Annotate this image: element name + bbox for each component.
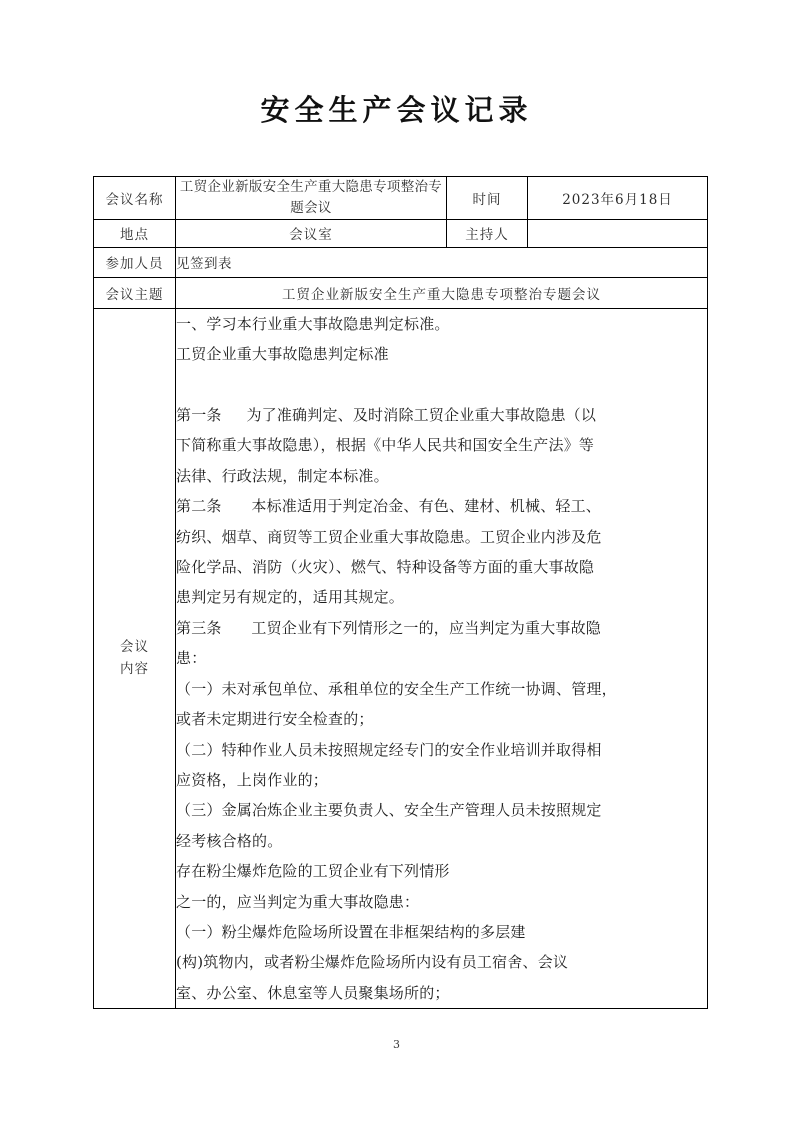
meeting-content-line: 工贸企业重大事故隐患判定标准 [176, 345, 389, 364]
meeting-content-line: 下简称重大事故隐患），根据《中华人民共和国安全生产法》等 [176, 436, 595, 455]
meeting-content-line [176, 370, 707, 400]
label-topic: 会议主题 [94, 277, 176, 308]
meeting-content-lines [176, 309, 707, 1008]
meeting-content-line: （一）未对承包单位、承租单位的安全生产工作统一协调、管理， [176, 679, 617, 698]
value-meeting-content[interactable] [176, 308, 708, 1008]
label-meeting-name: 会议名称 [94, 177, 176, 220]
table-row-meeting-name [94, 177, 708, 220]
label-meeting-content [94, 308, 176, 1008]
value-host[interactable] [528, 219, 708, 247]
value-meeting-name[interactable]: 工贸企业新版安全生产重大隐患专项整治专题会议 [176, 177, 447, 220]
table-row-content [94, 308, 708, 1008]
value-participants[interactable]: 见签到表 [176, 247, 708, 277]
label-time: 时间 [447, 177, 528, 220]
meeting-content-line: 之一的，应当判定为重大事故隐患： [176, 892, 420, 911]
meeting-content-line: 法律、行政法规，制定本标准。 [176, 466, 389, 485]
label-host: 主持人 [447, 219, 528, 247]
meeting-content-line: 患： [176, 649, 207, 668]
meeting-content-line: 或者未定期进行安全检查的； [176, 710, 374, 729]
value-location[interactable]: 会议室 [176, 219, 447, 247]
table-row-location [94, 219, 708, 247]
meeting-content-line: （三）金属冶炼企业主要负责人、安全生产管理人员未按照规定 [176, 801, 602, 820]
meeting-content-line: 第二条 本标准适用于判定冶金、有色、建材、机械、轻工、 [176, 497, 602, 516]
meeting-content-line: 存在粉尘爆炸危险的工贸企业有下列情形 [176, 862, 450, 881]
meeting-content-line: 险化学品、消防（火灾）、燃气、特种设备等方面的重大事故隐 [176, 558, 595, 577]
label-meeting-content-line2: 内容 [120, 660, 149, 677]
table-row-participants [94, 247, 708, 277]
meeting-content-line: 经考核合格的。 [176, 831, 283, 850]
meeting-content-line: 患判定另有规定的，适用其规定。 [176, 588, 405, 607]
label-meeting-content-line1: 会议 [120, 638, 149, 655]
label-location: 地点 [94, 219, 176, 247]
meeting-content-line: 一、学习本行业重大事故隐患判定标准。 [176, 314, 450, 333]
page-title: 安全生产会议记录 [260, 93, 533, 127]
label-participants: 参加人员 [94, 247, 176, 277]
value-time[interactable]: 2023年6月18日 [528, 177, 708, 220]
meeting-content-line: (构)筑物内，或者粉尘爆炸危险场所内设有员工宿舍、会议 [176, 953, 569, 972]
meeting-content-line: 应资格，上岗作业的； [176, 770, 329, 789]
meeting-record-table [93, 176, 708, 1009]
meeting-content-line: 第三条 工贸企业有下列情形之一的，应当判定为重大事故隐 [176, 618, 602, 637]
meeting-content-line: 室、办公室、休息室等人员聚集场所的； [176, 983, 450, 1002]
meeting-content-line: 第一条 为了准确判定、及时消除工贸企业重大事故隐患（以 [176, 406, 597, 425]
page-number: 3 [393, 1038, 400, 1051]
meeting-content-line: 纺织、烟草、商贸等工贸企业重大事故隐患。工贸企业内涉及危 [176, 527, 602, 546]
meeting-content-line: （二）特种作业人员未按照规定经专门的安全作业培训并取得相 [176, 740, 602, 759]
table-row-topic [94, 277, 708, 308]
meeting-content-line: （一）粉尘爆炸危险场所设置在非框架结构的多层建 [176, 922, 526, 941]
value-topic[interactable]: 工贸企业新版安全生产重大隐患专项整治专题会议 [176, 277, 708, 308]
